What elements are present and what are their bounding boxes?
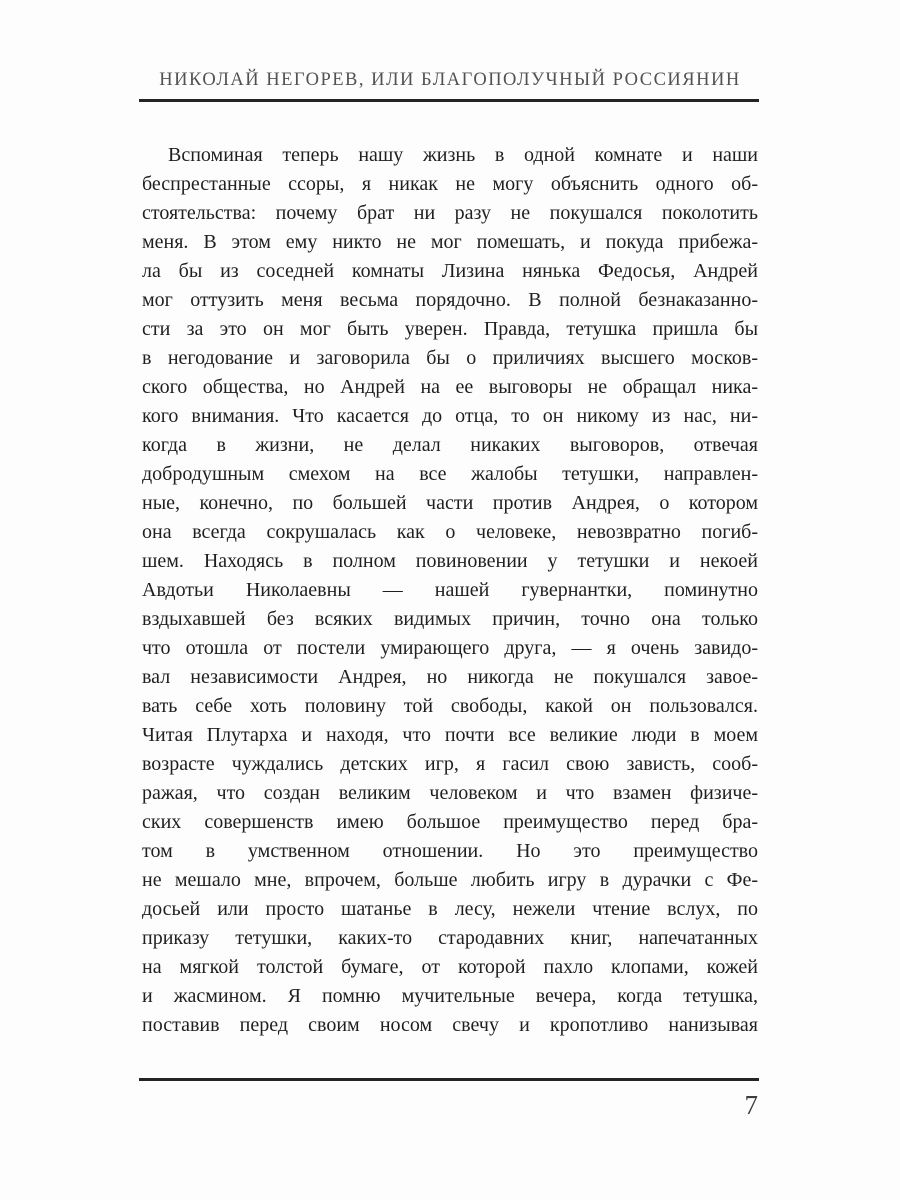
footer-rule (139, 1078, 759, 1081)
text-line: когда в жизни, не делал никаких выговоров, отвечая (142, 434, 758, 456)
text-line: вздыхавшей без всяких видимых причин, точно она только (142, 608, 758, 630)
text-line: ла бы из соседней комнаты Лизина нянька Федосья, Андрей (142, 260, 758, 282)
text-line: ских совершенств имею большое преимущество перед бра- (142, 811, 758, 833)
text-line: мог оттузить меня весьма порядочно. В полной безнаказанно- (142, 289, 758, 311)
text-line: досьей или просто шатанье в лесу, нежели чтение вслух, по (142, 898, 758, 920)
text-line: кого внимания. Что касается до отца, то он никому из нас, ни- (142, 405, 758, 427)
text-line: ные, конечно, по большей части против Андрея, о котором (142, 492, 758, 514)
text-line: на мягкой толстой бумаге, от которой пахло клопами, кожей (142, 956, 758, 978)
text-line: поставив перед своим носом свечу и кропотливо нанизывая (142, 1014, 758, 1036)
text-line: шем. Находясь в полном повиновении у тетушки и некоей (142, 550, 758, 572)
text-line: Авдотьи Николаевны — нашей гувернантки, поминутно (142, 579, 758, 601)
text-line: Читая Плутарха и находя, что почти все великие люди в моем (142, 724, 758, 746)
text-line: в негодование и заговорила бы о приличиях высшего москов- (142, 347, 758, 369)
text-line: ражая, что создан великим человеком и что взамен физиче- (142, 782, 758, 804)
text-line: и жасмином. Я помню мучительные вечера, когда тетушка, (142, 985, 758, 1007)
text-line: что отошла от постели умирающего друга, — я очень завидо- (142, 637, 758, 659)
text-line: ского общества, но Андрей на ее выговоры не обращал ника- (142, 376, 758, 398)
text-line: стоятельства: почему брат ни разу не покушался поколотить (142, 202, 758, 224)
page-text (142, 141, 758, 1040)
text-line: она всегда сокрушалась как о человеке, невозвратно погиб- (142, 521, 758, 543)
text-line: беспрестанные ссоры, я никак не могу объяснить одного об- (142, 173, 758, 195)
text-line: том в умственном отношении. Но это преимущество (142, 840, 758, 862)
text-line: добродушным смехом на все жалобы тетушки, направлен- (142, 463, 758, 485)
text-line: вать себе хоть половину той свободы, какой он пользовался. (142, 695, 758, 717)
running-header: НИКОЛАЙ НЕГОРЕВ, ИЛИ БЛАГОПОЛУЧНЫЙ РОССИЯНИН (159, 70, 741, 90)
page-number: 7 (744, 1090, 758, 1120)
header-rule (139, 99, 759, 102)
text-line: не мешало мне, впрочем, больше любить игру в дурачки с Фе- (142, 869, 758, 891)
text-line: сти за это он мог быть уверен. Правда, тетушка пришла бы (142, 318, 758, 340)
text-line: вал независимости Андрея, но никогда не покушался завое- (142, 666, 758, 688)
text-line: меня. В этом ему никто не мог помешать, и покуда прибежа- (142, 231, 758, 253)
text-line: возрасте чуждались детских игр, я гасил свою зависть, сооб- (142, 753, 758, 775)
text-line: приказу тетушки, каких-то стародавних книг, напечатанных (142, 927, 758, 949)
text-line: Вспоминая теперь нашу жизнь в одной комнате и наши (168, 144, 758, 166)
